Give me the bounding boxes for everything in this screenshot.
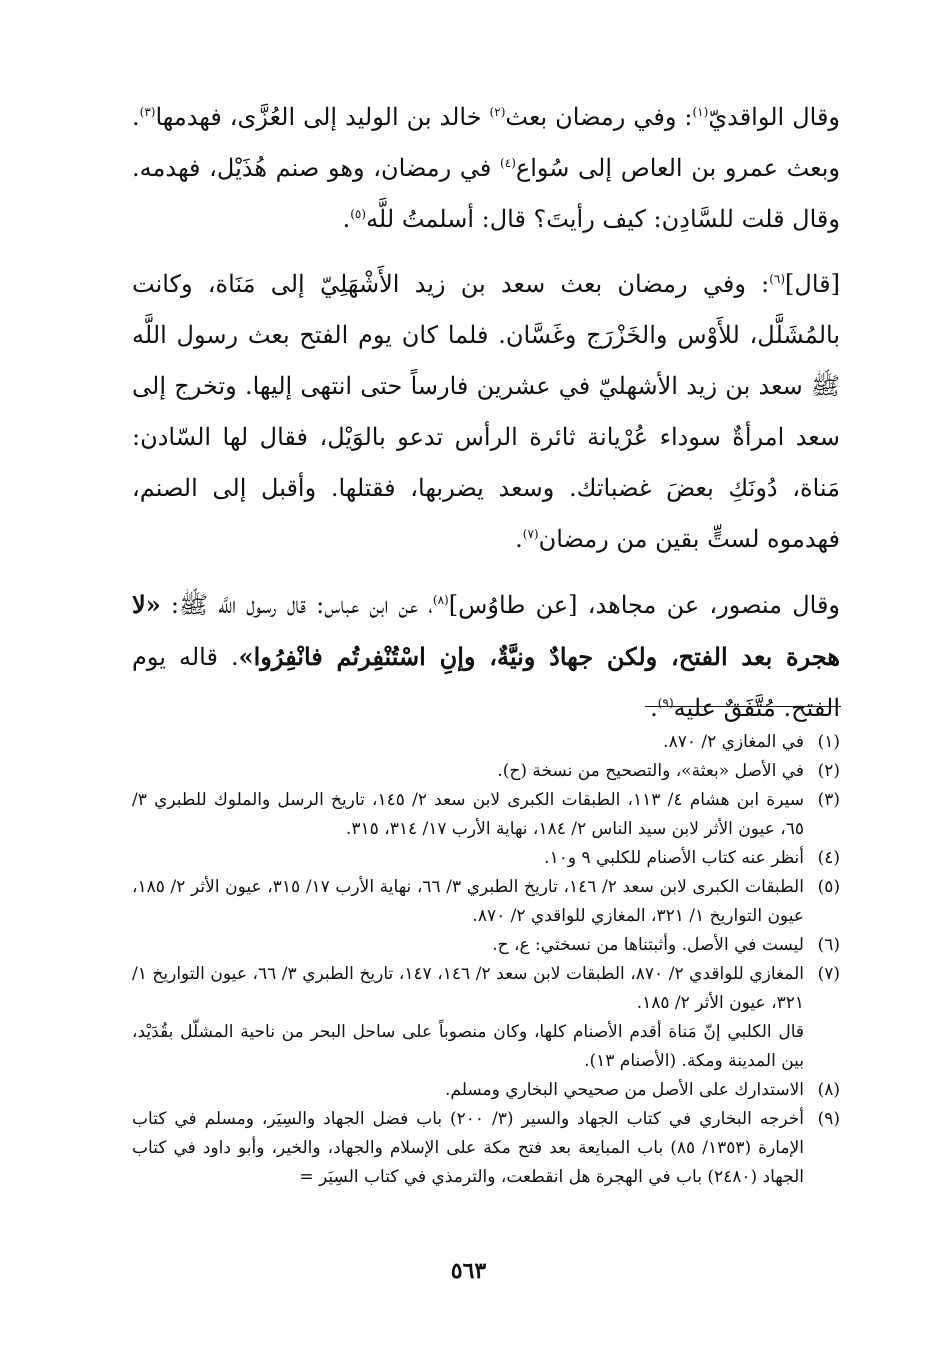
footnote-marker: (٦) — [769, 272, 786, 286]
paragraph-1 — [132, 92, 840, 245]
footnote-number: (٤) — [817, 848, 840, 868]
footnote-marker: (٢) — [489, 105, 506, 119]
footnote-item — [132, 1105, 840, 1192]
footnote-text: أخرجه البخاري في كتاب الجهاد والسير (٣/ ٢٠٠) باب فضل الجهاد والسِيَر، ومسلم في كتاب الإمارة (١٣٥٣/ ٨٥) باب المبايعة بعد فتح مكة على الإسلام والجهاد، والخير، وأبو داود في كتاب الجهاد (٢٤٨٠) باب في الهجرة هل انقطعت، والترمذي في كتاب السِيَر = — [132, 1109, 804, 1187]
text-segment: : وفي رمضان بعث — [505, 103, 693, 131]
footnote-marker: (٧) — [522, 527, 539, 541]
footnote-number: (٥) — [817, 877, 840, 897]
main-text — [132, 92, 840, 748]
footnote-separator — [645, 706, 841, 707]
paragraph-2 — [132, 259, 840, 565]
footnote-number: (٧) — [817, 964, 840, 984]
footnote-text: ليست في الأصل. وأثبتناها من نسختي: ع، ح. — [492, 935, 804, 955]
footnote-marker: (٨) — [432, 593, 449, 607]
footnote-text: المغازي للواقدي ٢/ ٨٧٠، الطبقات لابن سعد ٢/ ١٤٦، ١٤٧، تاريخ الطبري ٣/ ٦٦، عيون التواريخ ١/ ٣٢١، عيون الأثر ٢/ ١٨٥. — [132, 964, 804, 1013]
footnote-item — [132, 873, 840, 931]
footnote-note: قال الكلبي إنّ مَناة أقدم الأصنام كلها، وكان منصوباً على ساحل البحر من ناحية المشلّل بقُدَيْد، بين المدينة ومكة. (الأصنام ١٣). — [132, 1022, 804, 1071]
footnotes — [132, 728, 840, 1192]
footnote-number: (٩) — [817, 1109, 840, 1129]
footnote-item — [132, 931, 840, 960]
hadith-text: «لا هجرة بعد الفتح، ولكن جهادٌ ونيَّةٌ، وإنِ اسْتُنْفِرتُم فانْفِرُوا» — [132, 590, 841, 671]
footnote-number: (٣) — [817, 790, 840, 810]
text-segment: خالد بن الوليد إلى العُزَّى، فهدمها — [155, 103, 490, 131]
text-segment: في رمضان، وهو صنم هُذَيْل، فهدمه. وقال قلت للسَّادِن: كيف رأيتَ؟ قال: أسلمتُ للَّه — [132, 154, 840, 233]
footnote-item — [132, 757, 840, 786]
text-segment: . — [342, 205, 351, 233]
text-segment: . قاله يوم الفتح. مُتَّفَقٌ عليه — [132, 643, 840, 722]
text-segment: : وفي رمضان بعث سعد بن زيد الأَشْهَلِيّ إلى مَنَاة، وكانت بالمُشَلَّل، للأَوْس والخَزْرَج وغَسَّان. فلما كان يوم الفتح بعث رسول اللَّه ﷺ سعد بن زيد الأشهليّ في عشرين فارساً حتى انتهى إليها. وتخرج إلى سعد امرأةٌ سوداء عُرْيانة ثائرة الرأس تدعو بالوَيْل، فقال لها السّادن: مَناة، دُونَكِ بعضَ غضباتك. وسعد يضربها، فقتلها. وأقبل إلى الصنم، فهدموه لستٍّ بقين من رمضان — [132, 270, 840, 553]
footnote-item — [132, 960, 840, 1076]
footnote-item — [132, 786, 840, 844]
footnote-text: سيرة ابن هشام ٤/ ١١٣، الطبقات الكبرى لابن سعد ٢/ ١٤٥، تاريخ الرسل والملوك للطبري ٣/ ٦٥، عيون الأثر لابن سيد الناس ٢/ ١٨٤، نهاية الأرب ١٧/ ٣١٤، ٣١٥. — [132, 790, 804, 839]
footnote-text: الطبقات الكبرى لابن سعد ٢/ ١٤٦، تاريخ الطبري ٣/ ٦٦، نهاية الأرب ١٧/ ٣١٥، عيون الأثر ٢/ ١٨٥، عيون التواريخ ١/ ٣٢١، المغازي للواقدي ٢/ ٨٧٠. — [132, 877, 804, 926]
text-segment: وقال منصور، عن مجاهد، [عن طاوُس] — [448, 591, 841, 619]
footnote-number: (٦) — [817, 935, 840, 955]
footnote-number: (١) — [817, 732, 840, 752]
text-segment: [قال] — [785, 270, 840, 298]
text-segment: . — [515, 525, 523, 553]
page-number: ٥٦٣ — [450, 1258, 487, 1284]
footnote-item — [132, 1076, 840, 1105]
footnote-text: أنظر عنه كتاب الأصنام للكلبي ٩ و١٠. — [544, 848, 804, 868]
footnote-number: (٢) — [817, 761, 840, 781]
text-segment: . — [650, 694, 658, 722]
text-segment: وقال الواقديّ — [708, 103, 841, 131]
footnote-text-block — [132, 960, 804, 1076]
footnote-number: (٨) — [817, 1080, 840, 1100]
text-segment: ، عن ابن عباس: قال رسول اللَّه ﷺ: — [160, 591, 433, 619]
footnote-marker: (٣) — [139, 105, 156, 119]
footnote-marker: (٥) — [350, 207, 367, 221]
footnote-item — [132, 844, 840, 873]
footnote-text: الاستدارك على الأصل من صحيحي البخاري ومسلم. — [444, 1080, 804, 1100]
footnote-item — [132, 728, 840, 757]
footnote-text: في المغازي ٢/ ٨٧٠. — [663, 732, 804, 752]
footnote-marker: (٩) — [657, 696, 674, 710]
paragraph-3 — [132, 579, 840, 734]
footnote-marker: (٤) — [500, 156, 516, 170]
footnote-text: في الأصل «بعثة»، والتصحيح من نسخة (ح). — [497, 761, 804, 781]
text-segment: . وبعث عمرو بن العاص إلى سُواع — [132, 103, 840, 182]
footnote-marker: (١) — [692, 105, 709, 119]
